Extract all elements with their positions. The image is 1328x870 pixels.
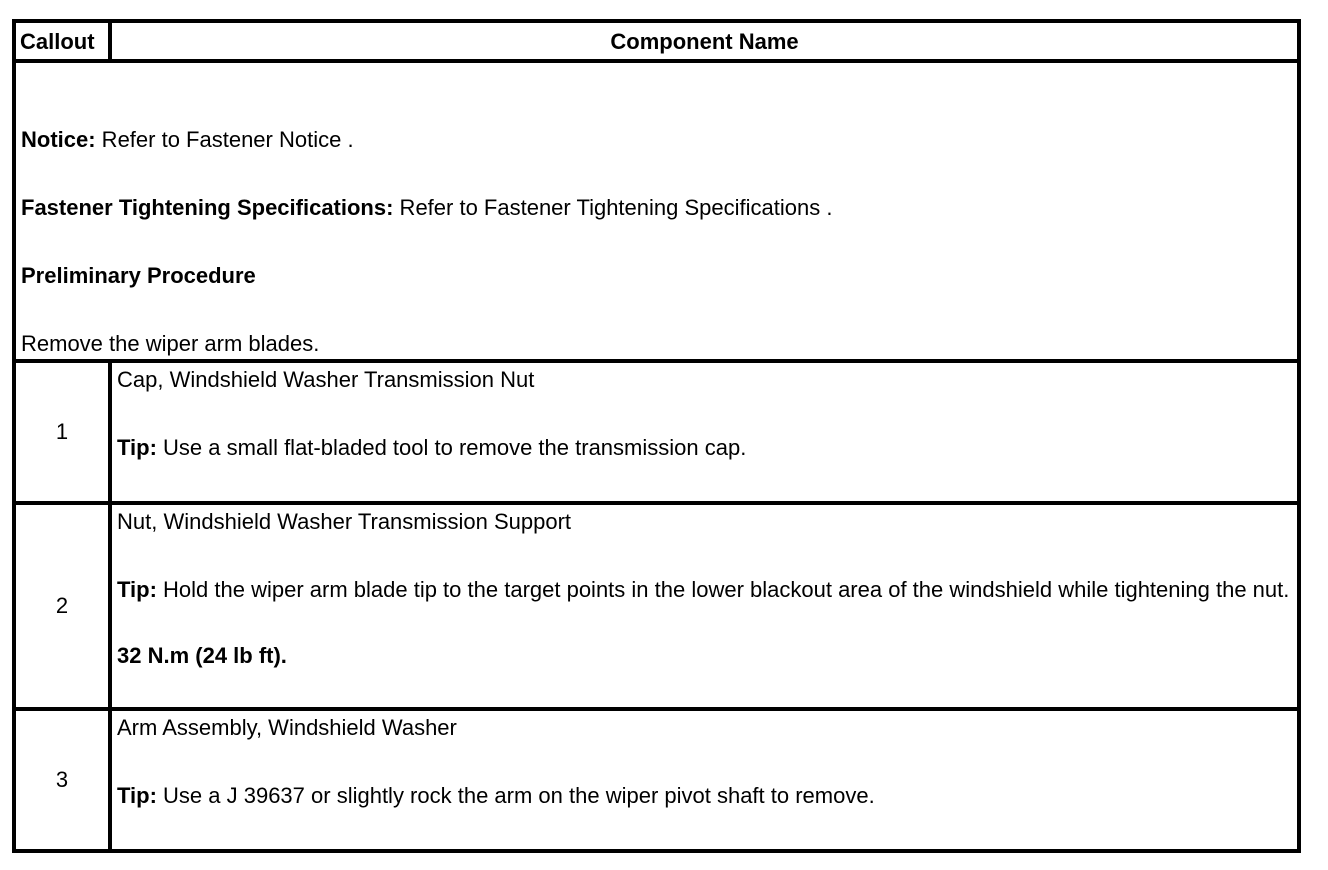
tip-label: Tip: <box>117 435 157 460</box>
tip-line <box>117 575 1291 605</box>
fastener-spec-line <box>21 193 1291 223</box>
intro-row <box>14 61 1299 361</box>
component-name-cell <box>110 361 1299 503</box>
intro-cell <box>14 61 1299 361</box>
tip-label: Tip: <box>117 783 157 808</box>
component-name-cell <box>110 503 1299 709</box>
fastener-spec-label: Fastener Tightening Specifications: <box>21 195 394 220</box>
preliminary-heading: Preliminary Procedure <box>21 263 256 288</box>
torque-spec: 32 N.m (24 lb ft). <box>117 643 287 668</box>
table-row <box>14 709 1299 851</box>
notice-line <box>21 125 1291 155</box>
component-name: Cap, Windshield Washer Transmission Nut <box>117 367 535 392</box>
notice-text: Refer to Fastener Notice . <box>95 127 354 152</box>
callout-number: 2 <box>14 503 110 709</box>
component-name-cell <box>110 709 1299 851</box>
component-table <box>12 19 1301 853</box>
table-header-row <box>14 21 1299 61</box>
tip-line <box>117 433 1291 463</box>
tip-label: Tip: <box>117 577 157 602</box>
callout-column-header: Callout <box>14 21 110 61</box>
tip-text: Use a J 39637 or slightly rock the arm on the wiper pivot shaft to remove. <box>156 783 875 808</box>
component-name-column-header: Component Name <box>110 21 1299 61</box>
fastener-spec-text: Refer to Fastener Tightening Specifications . <box>393 195 833 220</box>
tip-line <box>117 781 1291 811</box>
preliminary-step: Remove the wiper arm blades. <box>21 331 320 356</box>
table-row <box>14 361 1299 503</box>
table-row <box>14 503 1299 709</box>
notice-label: Notice: <box>21 127 96 152</box>
callout-number: 3 <box>14 709 110 851</box>
tip-text: Hold the wiper arm blade tip to the target points in the lower blackout area of the windshield while tightening the nut. <box>156 577 1290 602</box>
callout-number: 1 <box>14 361 110 503</box>
component-name: Arm Assembly, Windshield Washer <box>117 715 457 740</box>
component-name: Nut, Windshield Washer Transmission Support <box>117 509 572 534</box>
tip-text: Use a small flat-bladed tool to remove the transmission cap. <box>156 435 747 460</box>
